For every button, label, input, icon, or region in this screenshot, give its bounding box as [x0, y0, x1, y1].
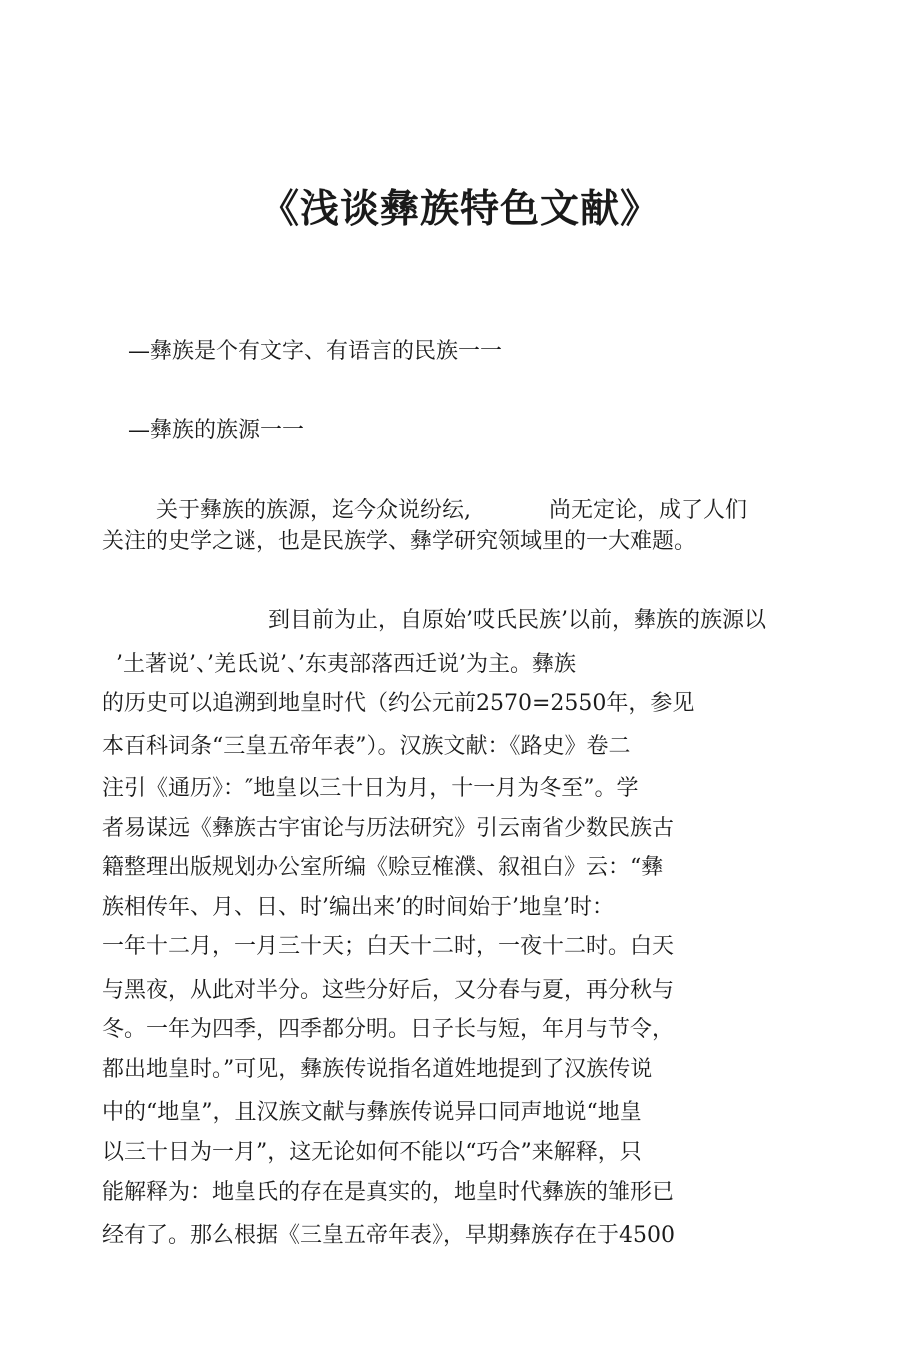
paragraph1-line1-part2: 尚无定论，成了人们 [549, 498, 748, 523]
paragraph2-line: 者易谋远《彝族古宇宙论与历法研究》引云南省少数民族古 [102, 816, 675, 841]
document-title: 《浅谈彝族特色文献》 [259, 187, 660, 232]
paragraph2-line: 本百科词条“三皇五帝年表”）。汉族文献：《路史》卷二 [102, 734, 631, 759]
paragraph2-line: 都出地皇时。”可见，彝族传说指名道姓地提到了汉族传说 [102, 1057, 653, 1082]
paragraph2-line: 到目前为止，自原始’哎氏民族’以前，彝族的族源以 [268, 608, 766, 633]
paragraph2-line: 能解释为：地皇氏的存在是真实的，地皇时代彝族的雏形已 [102, 1180, 675, 1205]
paragraph1-line1 [156, 496, 747, 526]
paragraph2-line: 族相传年、月、日、时’编出来’的时间始于’地皇’时： [102, 895, 614, 920]
paragraph2-line: 经有了。那么根据《三皇五帝年表》，早期彝族存在于4500 [102, 1223, 675, 1248]
paragraph2-line: 一年十二月，一月三十天；白天十二时，一夜十二时。白天 [102, 934, 675, 959]
subheading-ethnic-origin: —彝族的族源一一 [128, 418, 305, 443]
paragraph1-line1-part1: 关于彝族的族源，迄今众说纷纭, [156, 498, 471, 523]
paragraph2-line: 中的“地皇”，且汉族文献与彝族传说异口同声地说“地皇 [102, 1100, 642, 1125]
paragraph1-line2: 关注的史学之谜，也是民族学、彝学研究领域里的一大难题。 [102, 529, 697, 554]
paragraph2-line: 注引《通历》：″地皇以三十日为月，十一月为冬至”。学 [102, 776, 639, 801]
paragraph2-line: 冬。一年为四季，四季都分明。日子长与短，年月与节令， [102, 1017, 675, 1042]
paragraph2-line: 籍整理出版规划办公室所编《赊豆榷濮、叙祖白》云：“彝 [102, 855, 664, 880]
paragraph2-line: 的历史可以追溯到地皇时代（约公元前2570=2550年，参见 [102, 691, 695, 716]
paragraph2-line: ’土著说’、’羌氐说’、’东夷部落西迁说’为主。彝族 [116, 652, 576, 677]
paragraph2-line: 与黑夜，从此对半分。这些分好后，又分春与夏，再分秋与 [102, 978, 675, 1003]
subheading-writing-language: —彝族是个有文字、有语言的民族一一 [128, 339, 503, 364]
paragraph2-line: 以三十日为一月”，这无论如何不能以“巧合”来解释，只 [102, 1140, 642, 1165]
